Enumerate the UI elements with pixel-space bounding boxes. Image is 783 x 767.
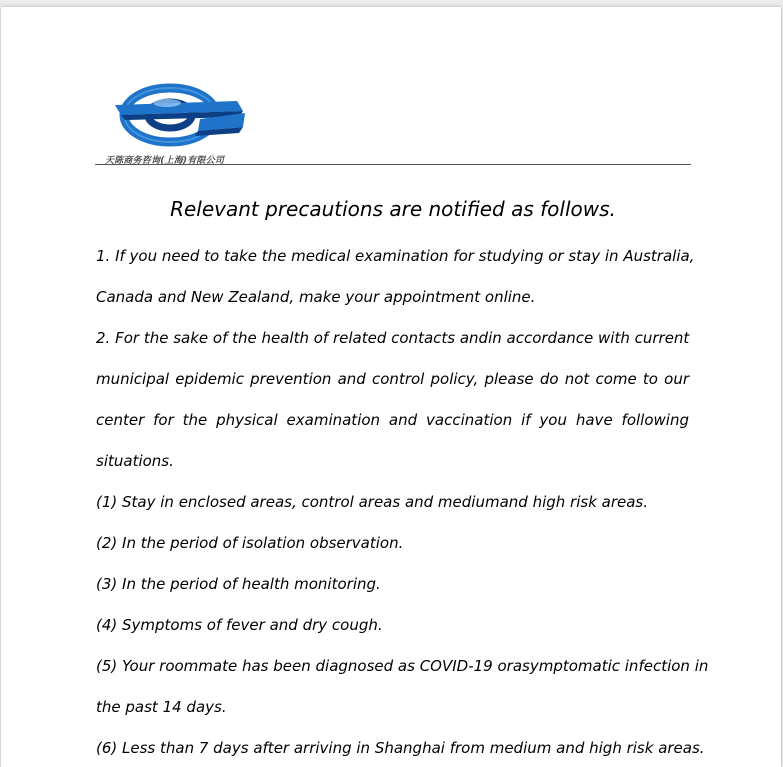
notice-line: Canada and New Zealand, make your appointment online. xyxy=(96,288,536,306)
document-page xyxy=(1,7,781,767)
company-name-caption: 天陈商务咨询(上海)有限公司 xyxy=(105,156,225,166)
notice-line: (6) Less than 7 days after arriving in Shanghai from medium and high risk areas. xyxy=(96,739,705,757)
notice-line: (3) In the period of health monitoring. xyxy=(96,575,381,593)
notice-line: 1. If you need to take the medical examination for studying or stay in Australia, xyxy=(96,247,695,265)
header-divider xyxy=(95,164,691,165)
notice-line: the past 14 days. xyxy=(96,698,227,716)
notice-line: (2) In the period of isolation observation. xyxy=(96,534,404,552)
notice-line: center for the physical examination and vaccination if you have following xyxy=(96,411,689,429)
notice-line: municipal epidemic prevention and control policy, please do not come to our xyxy=(96,370,689,388)
notice-line: situations. xyxy=(96,452,174,470)
notice-line: (1) Stay in enclosed areas, control areas and mediumand high risk areas. xyxy=(96,493,649,511)
notice-line: (5) Your roommate has been diagnosed as COVID-19 orasymptomatic infection in xyxy=(96,657,709,675)
notice-title: Relevant precautions are notified as follows. xyxy=(170,197,616,221)
notice-line: (4) Symptoms of fever and dry cough. xyxy=(96,616,383,634)
notice-line: 2. For the sake of the health of related contacts andin accordance with current xyxy=(96,329,690,347)
